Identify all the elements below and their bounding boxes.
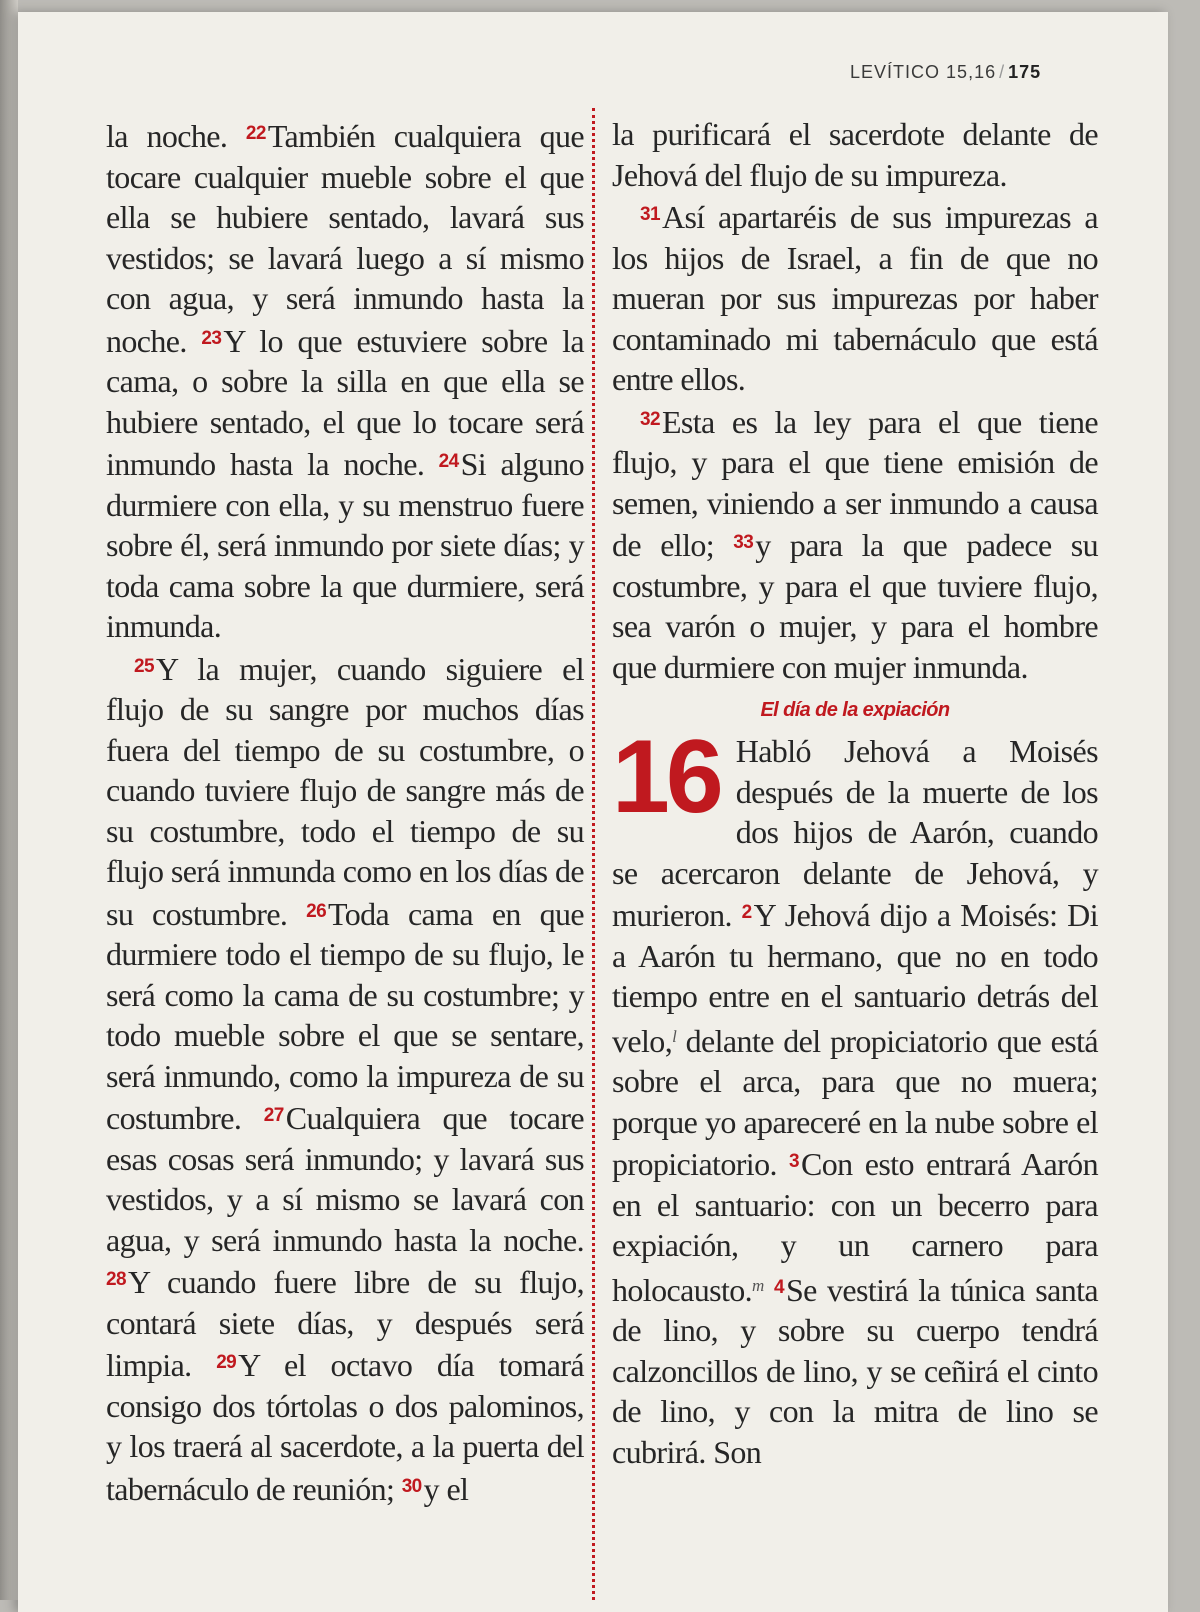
chapter-number: 16 bbox=[612, 719, 720, 835]
verse-text: Y cuando fuere libre de su flujo, contará siete días, y después será limpia. bbox=[106, 1264, 584, 1383]
footnote-marker: l bbox=[672, 1026, 677, 1046]
verse-number: 25 bbox=[134, 655, 154, 677]
verse-text: Y Jehová dijo a Moisés: Di a Aarón tu hermano, que no en todo tiempo entre en el santuario detrás del velo, bbox=[612, 897, 1098, 1059]
verse-number: 22 bbox=[245, 123, 266, 144]
verse-number: 24 bbox=[438, 451, 459, 472]
verse-number: 32 bbox=[640, 408, 660, 430]
verse-text: Con esto entrará Aarón en el santuario: con un becerro para expiación, y un carnero para holocausto. bbox=[612, 1146, 1098, 1308]
book-name: LEVÍTICO bbox=[850, 62, 941, 82]
verse-number: 4 bbox=[773, 1276, 784, 1298]
right-column bbox=[612, 114, 1098, 1472]
verse-text: delante del propiciatorio que está sobre el arca, para que no muera; porque yo apareceré en la nube sobre el propiciatorio. bbox=[612, 1022, 1098, 1182]
paragraph bbox=[612, 400, 1098, 688]
paragraph bbox=[106, 114, 584, 647]
verse-text: Y la mujer, cuando siguiere el flujo de su sangre por muchos días fuera del tiempo de su costumbre, o cuando tuviere flujo de sangre más de su costumbre, todo el tiempo de su flujo será inmunda como en los días de su costumbre. bbox=[106, 650, 584, 932]
paragraph bbox=[612, 114, 1098, 195]
verse-text: y para la que padece su costumbre, y para el que tuviere flujo, sea varón o mujer, y para el hombre que durmiere con mujer inmunda. bbox=[612, 527, 1098, 685]
header-separator: / bbox=[999, 62, 1006, 82]
verse-number: 23 bbox=[201, 327, 222, 349]
verse-text: Si alguno durmiere con ella, y su menstruo fuere sobre él, será inmundo por siete días; y toda cama sobre la que durmiere, será inmunda. bbox=[106, 446, 584, 644]
column-divider bbox=[592, 108, 595, 1600]
chapter-paragraph bbox=[612, 719, 1098, 1472]
paragraph bbox=[612, 195, 1098, 400]
footnote-marker: m bbox=[752, 1275, 764, 1295]
verse-number: 3 bbox=[789, 1151, 800, 1172]
verse-text: Esta es la ley para el que tiene flujo, y para el que tiene emisión de semen, viniendo a ser inmundo a causa de ello; bbox=[612, 403, 1098, 563]
left-column bbox=[106, 114, 584, 1509]
verse-number: 29 bbox=[216, 1352, 237, 1373]
verse-number: 33 bbox=[733, 532, 754, 553]
verse-text: También cualquiera que tocare cualquier mueble sobre el que ella se hubiere sentado, lavará sus vestidos; se lavará luego a sí mismo con agua, y será inmundo hasta la noche. bbox=[106, 118, 584, 359]
verse-text: Así apartaréis de sus impurezas a los hijos de Israel, a fin de que no mueran por sus impurezas por haber contaminado mi tabernáculo que está entre ellos. bbox=[612, 199, 1098, 397]
verse-text: Habló Jehová a Moisés después de la muerte de los dos hijos de Aarón, cuando se acercaron delante de Jehová, y murieron. bbox=[612, 733, 1098, 933]
verse-number: 26 bbox=[306, 900, 327, 922]
verse-text: Toda cama en que durmiere todo el tiempo de su flujo, le será como la cama de su costumbre; y todo mueble sobre el que se sentare, será inmundo, como la impureza de su costumbre. bbox=[106, 895, 584, 1136]
verse-number: 27 bbox=[263, 1105, 284, 1126]
verse-text: Y lo que estuviere sobre la cama, o sobre la silla en que ella se hubiere sentado, el que lo tocare será inmundo hasta la noche. bbox=[106, 322, 584, 482]
verse-text: y el bbox=[423, 1470, 469, 1507]
page-number: 175 bbox=[1008, 62, 1042, 82]
verse-number: 31 bbox=[640, 204, 660, 225]
adjacent-page-edge bbox=[0, 0, 18, 1600]
chapter-reference: 15,16 bbox=[946, 62, 997, 82]
chapter-text bbox=[612, 719, 1098, 1470]
verse-text: Y el octavo día tomará consigo dos tórtolas o dos palominos, y los traerá al sacerdote, a la puerta del tabernáculo de reunión; bbox=[106, 1347, 585, 1507]
verse-text: Cualquiera que tocare esas cosas será inmundo; y lavará sus vestidos, y a sí mismo se lavará con agua, y será inmundo hasta la noche. bbox=[106, 1100, 584, 1258]
section-heading: El día de la expiación bbox=[760, 699, 950, 721]
verse-text bbox=[764, 1272, 774, 1308]
verse-number: 28 bbox=[106, 1269, 126, 1290]
verse-text: Se vestirá la túnica santa de lino, y sobre su cuerpo tendrá calzoncillos de lino, y se ceñirá el cinto de lino, y con la mitra de lino se cubrirá. Son bbox=[612, 1271, 1098, 1470]
paragraph bbox=[106, 647, 584, 1510]
verse-text: la purificará el sacerdote delante de Jehová del flujo de su impureza. bbox=[612, 116, 1098, 193]
verse-number: 30 bbox=[401, 1475, 422, 1497]
verse-text: la noche. bbox=[106, 118, 246, 154]
running-header bbox=[850, 62, 1041, 83]
verse-number: 2 bbox=[741, 902, 752, 923]
